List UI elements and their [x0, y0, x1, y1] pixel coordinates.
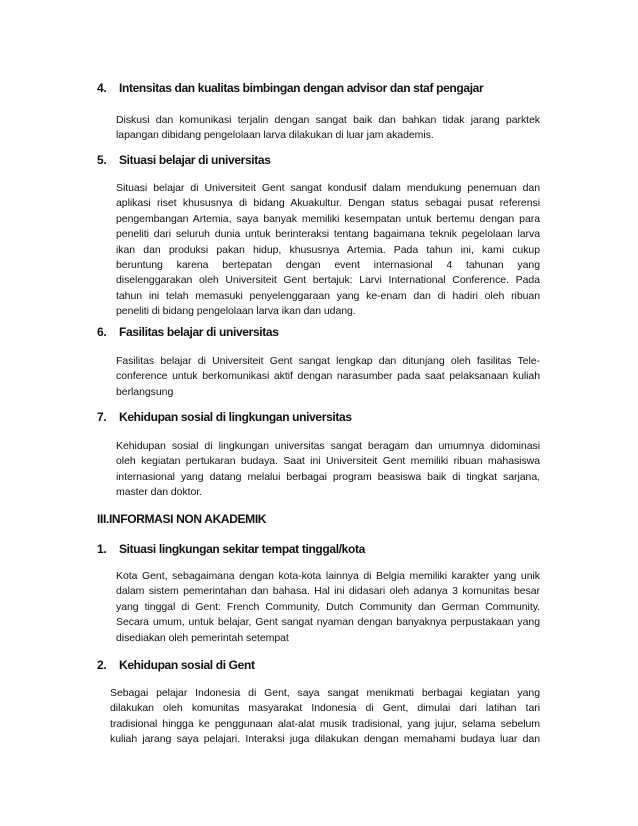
paragraph-1	[116, 569, 540, 646]
paragraph-line: dilakukan oleh komunitas masyarakat Indonesia di Gent, dimulai dari latihan tari	[110, 702, 540, 715]
paragraph-line: tradisional hingga ke penggunaan alat-alat musik tradisional, yang jujur, selama sebelum	[110, 717, 540, 730]
section-heading-7	[97, 410, 352, 425]
paragraph-line: kuliah jarang saya pelajari. Interaksi juga dilakukan dengan memahami budaya luar dan	[110, 733, 540, 746]
chapter-heading-iii	[97, 512, 266, 527]
paragraph-line: conference untuk berkomunikasi aktif dengan narasumber pada saat pelaksanaan kuliah	[116, 370, 540, 383]
paragraph-line: ikan dan produksi pakan hidup, khususnya Artemia. Pada tahun ini, kami cukup	[116, 243, 540, 256]
paragraph-line: master dan doktor.	[116, 486, 203, 499]
paragraph-line: lapangan dibidang pengelolaan larva dilakukan di luar jam akademis.	[116, 129, 434, 142]
paragraph-4	[116, 113, 540, 144]
section-number: 5.	[97, 153, 107, 167]
chapter-title: INFORMASI NON AKADEMIK	[108, 512, 267, 526]
paragraph-line: Sebagai pelajar Indonesia di Gent, saya sangat menikmati berbagai kegiatan yang	[110, 687, 540, 699]
section-number: 6.	[97, 325, 107, 339]
paragraph-7	[116, 439, 540, 501]
section-number: 1.	[97, 542, 107, 556]
section-number: 7.	[97, 410, 107, 424]
paragraph-line: tahun ini telah memasuki penyelenggaraan yang ke-enam dan di hadiri oleh ribuan	[116, 289, 540, 302]
section-heading-6	[97, 325, 279, 340]
section-title: Situasi lingkungan sekitar tempat tinggal/kota	[119, 542, 365, 556]
paragraph-line: Secara umum, untuk belajar, Gent sangat nyaman dengan banyaknya perpustakaan yang	[116, 616, 540, 629]
paragraph-line: berlangsung	[116, 385, 174, 398]
paragraph-line: peneliti di bidang pengelolaan larva ikan dan udang.	[116, 305, 356, 318]
paragraph-5	[116, 181, 540, 320]
paragraph-line: Situasi belajar di Universiteit Gent sangat kondusif dalam mendukung penemuan dan	[116, 182, 540, 194]
paragraph-line: Kehidupan sosial di lingkungan universitas sangat beragam dan umumnya didominasi	[116, 440, 540, 452]
section-heading-2	[97, 658, 255, 673]
section-heading-1	[97, 542, 365, 557]
section-title: Situasi belajar di universitas	[119, 153, 271, 167]
chapter-number: III.	[97, 512, 109, 526]
paragraph-6	[116, 354, 540, 400]
section-title: Intensitas dan kualitas bimbingan dengan advisor dan staf pengajar	[119, 81, 484, 95]
paragraph-line: disediakan oleh pemerintah setempat	[116, 631, 289, 644]
paragraph-line: Diskusi dan komunikasi terjalin dengan sangat baik dan bahkan tidak jarang parktek	[116, 114, 540, 126]
section-title: Kehidupan sosial di Gent	[119, 658, 255, 672]
section-heading-4	[97, 81, 483, 96]
paragraph-2	[110, 686, 540, 748]
paragraph-line: pengembangan Artemia, saya banyak memiliki kesempatan untuk bertemu dengan para	[116, 212, 540, 225]
section-title: Kehidupan sosial di lingkungan universitas	[119, 410, 352, 424]
paragraph-line: Fasilitas belajar di Universiteit Gent sangat lengkap dan ditunjang oleh fasilitas Tele-	[116, 355, 540, 367]
paragraph-line: oleh kegiatan pertukaran budaya. Saat ini Universiteit Gent memiliki ribuan mahasiswa	[116, 455, 540, 468]
section-title: Fasilitas belajar di universitas	[119, 325, 279, 339]
paragraph-line: peneliti dari seluruh dunia untuk berinteraksi tentang bagaimana teknik pegelolaan larva	[116, 228, 540, 241]
paragraph-line: beruntung karena bertepatan dengan event internasional 4 tahunan yang	[116, 258, 540, 271]
paragraph-line: dalam sistem pemerintahan dan bahasa. Hal ini didasari oleh adanya 3 komunitas besar	[116, 585, 540, 598]
paragraph-line: Kota Gent, sebagaimana dengan kota-kota lainnya di Belgia memiliki karakter yang unik	[116, 570, 540, 582]
section-number: 2.	[97, 658, 107, 672]
paragraph-line: diselenggarakan oleh Universiteit Gent bertajuk: Larvi International Conference. Pada	[116, 274, 540, 287]
paragraph-line: aplikasi riset khususnya di bidang Akuakultur. Dengan status sebagai pusat referensi	[116, 197, 540, 210]
paragraph-line: internasional yang datang melalui berbagai program beasiswa baik di tingkat sarjana,	[116, 470, 540, 483]
section-heading-5	[97, 153, 271, 168]
section-number: 4.	[97, 81, 107, 95]
paragraph-line: yang tinggal di Gent: French Community, Dutch Community dan German Community.	[116, 600, 540, 613]
